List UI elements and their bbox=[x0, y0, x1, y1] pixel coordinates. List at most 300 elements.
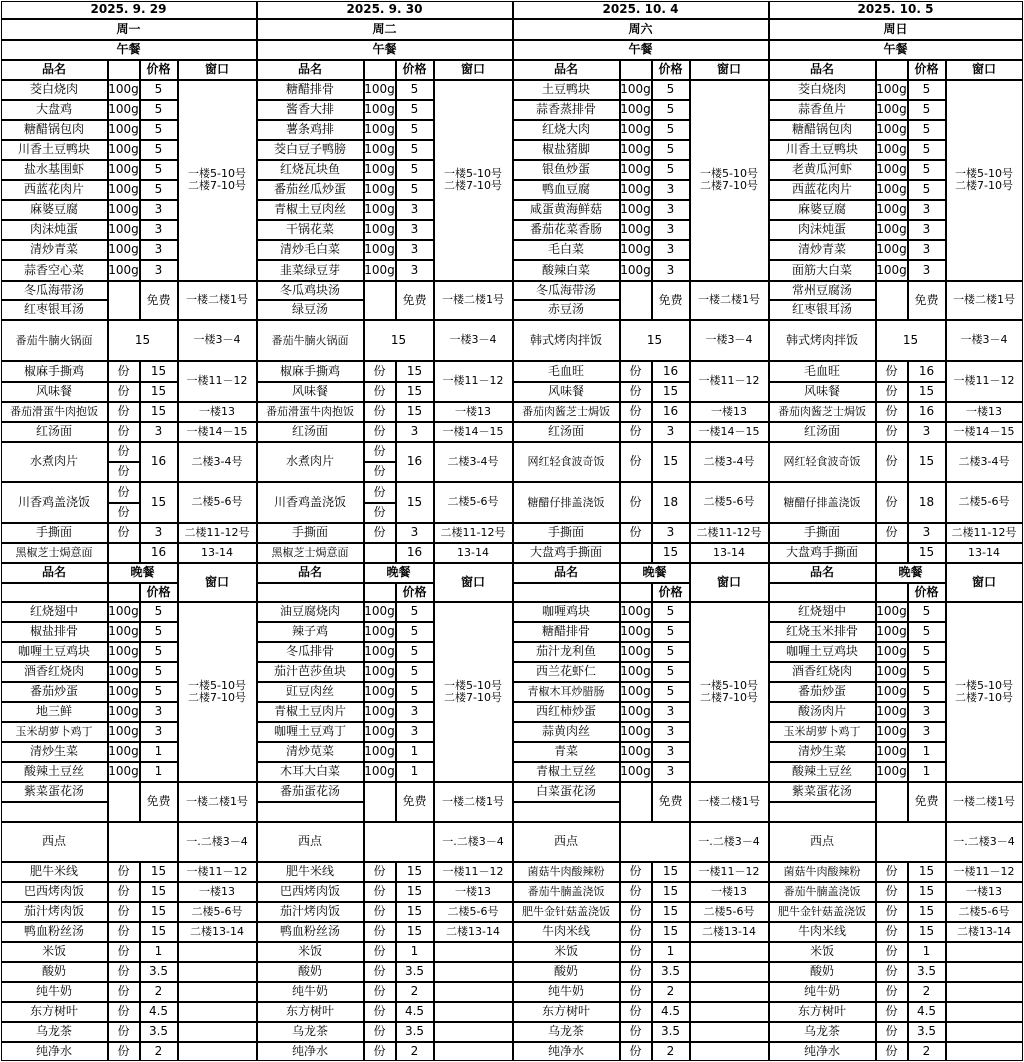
column-header-window: 窗口 bbox=[690, 563, 769, 602]
dish-price: 5 bbox=[908, 682, 946, 702]
blank-cell bbox=[257, 802, 364, 822]
dish-name: 西蓝花肉片 bbox=[769, 180, 876, 200]
dish-price: 3 bbox=[908, 220, 946, 240]
dish-unit: 100g bbox=[876, 642, 908, 662]
special-unit: 份 bbox=[364, 982, 396, 1002]
pastry-name: 西点 bbox=[513, 822, 620, 862]
special-name: 乌龙茶 bbox=[769, 1022, 876, 1042]
special-name: 纯牛奶 bbox=[513, 982, 620, 1002]
dish-unit: 100g bbox=[876, 742, 908, 762]
special-unit: 份 bbox=[108, 442, 140, 462]
dish-price: 3 bbox=[908, 240, 946, 260]
dish-name: 糖醋锅包肉 bbox=[1, 120, 108, 140]
dish-price: 3 bbox=[652, 200, 690, 220]
dish-name: 地三鲜 bbox=[1, 702, 108, 722]
dish-unit: 100g bbox=[364, 180, 396, 200]
hotpot-name: 番茄牛腩火锅面 bbox=[257, 320, 364, 361]
soup-unit bbox=[364, 782, 396, 822]
dish-name: 番茄花菜香肠 bbox=[513, 220, 620, 240]
special-price: 2 bbox=[652, 982, 690, 1002]
special-name: 手撕面 bbox=[513, 523, 620, 543]
dish-unit: 100g bbox=[364, 140, 396, 160]
special-name: 东方树叶 bbox=[1, 1002, 108, 1022]
special-unit: 份 bbox=[620, 902, 652, 922]
dish-name: 酸辣白菜 bbox=[513, 260, 620, 281]
pastry-price bbox=[364, 822, 434, 862]
meal-label-dinner: 晚餐 bbox=[108, 563, 178, 583]
dish-unit: 100g bbox=[620, 100, 652, 120]
special-name: 风味餐 bbox=[257, 382, 364, 402]
dish-price: 1 bbox=[140, 762, 178, 782]
dish-unit: 100g bbox=[620, 120, 652, 140]
dish-unit: 100g bbox=[364, 200, 396, 220]
dish-price: 3 bbox=[652, 722, 690, 742]
special-price: 15 bbox=[652, 543, 690, 563]
dish-unit: 100g bbox=[876, 140, 908, 160]
meal-label-dinner: 晚餐 bbox=[876, 563, 946, 583]
dish-unit: 100g bbox=[620, 260, 652, 281]
special-name: 手撕面 bbox=[257, 523, 364, 543]
special-window bbox=[178, 1002, 257, 1022]
special-name: 椒麻手撕鸡 bbox=[1, 361, 108, 382]
dish-price: 3 bbox=[908, 260, 946, 281]
special-unit: 份 bbox=[876, 882, 908, 902]
special-price: 4.5 bbox=[908, 1002, 946, 1022]
dish-unit: 100g bbox=[620, 80, 652, 100]
dish-unit: 100g bbox=[108, 742, 140, 762]
special-name: 纯牛奶 bbox=[1, 982, 108, 1002]
special-window: 一楼11－12 bbox=[946, 361, 1023, 402]
special-unit: 份 bbox=[364, 482, 396, 503]
special-unit: 份 bbox=[108, 882, 140, 902]
special-unit: 份 bbox=[876, 922, 908, 942]
dish-price: 3 bbox=[652, 762, 690, 782]
special-unit: 份 bbox=[108, 402, 140, 422]
special-unit: 份 bbox=[620, 442, 652, 482]
special-price: 16 bbox=[908, 361, 946, 382]
dish-price: 5 bbox=[396, 180, 434, 200]
special-name: 风味餐 bbox=[769, 382, 876, 402]
date-header: 2025. 10. 5 bbox=[769, 1, 1023, 19]
column-header-name: 品名 bbox=[769, 60, 876, 80]
dish-name: 油豆腐烧肉 bbox=[257, 602, 364, 622]
special-window bbox=[946, 1022, 1023, 1042]
special-window: 二楼13-14 bbox=[690, 922, 769, 942]
soup-unit bbox=[876, 281, 908, 320]
meal-label-dinner: 晚餐 bbox=[620, 563, 690, 583]
dish-price: 5 bbox=[140, 160, 178, 180]
special-window: 二楼5-6号 bbox=[690, 482, 769, 523]
special-window: 一楼13 bbox=[434, 402, 513, 422]
hotpot-window: 一楼3－4 bbox=[178, 320, 257, 361]
special-unit: 份 bbox=[620, 862, 652, 882]
special-unit: 份 bbox=[876, 402, 908, 422]
dish-unit: 100g bbox=[364, 742, 396, 762]
meal-label-lunch: 午餐 bbox=[769, 40, 1023, 60]
dish-name: 蒜黄肉丝 bbox=[513, 722, 620, 742]
dish-name: 蒜香空心菜 bbox=[1, 260, 108, 281]
special-unit: 份 bbox=[620, 962, 652, 982]
special-window bbox=[434, 962, 513, 982]
soup-window: 一楼二楼1号 bbox=[690, 782, 769, 822]
special-name: 大盘鸡手撕面 bbox=[769, 543, 876, 563]
special-unit: 份 bbox=[876, 523, 908, 543]
special-price: 3.5 bbox=[652, 962, 690, 982]
dish-name: 肉沫炖蛋 bbox=[769, 220, 876, 240]
hotpot-price: 15 bbox=[620, 320, 690, 361]
dish-unit: 100g bbox=[876, 80, 908, 100]
special-unit: 份 bbox=[620, 1022, 652, 1042]
dish-unit: 100g bbox=[876, 702, 908, 722]
special-price: 15 bbox=[396, 382, 434, 402]
special-name: 红汤面 bbox=[1, 422, 108, 442]
special-unit: 份 bbox=[620, 882, 652, 902]
special-name: 番茄滑蛋牛肉抱饭 bbox=[1, 402, 108, 422]
column-header-window: 窗口 bbox=[690, 60, 769, 80]
special-price: 15 bbox=[908, 922, 946, 942]
dish-price: 5 bbox=[396, 80, 434, 100]
dish-price: 5 bbox=[652, 120, 690, 140]
dish-price: 5 bbox=[652, 642, 690, 662]
dish-name: 红烧翅中 bbox=[1, 602, 108, 622]
special-unit: 份 bbox=[620, 482, 652, 523]
dish-unit: 100g bbox=[620, 702, 652, 722]
soup-unit bbox=[620, 281, 652, 320]
special-unit: 份 bbox=[364, 942, 396, 962]
meal-label-lunch: 午餐 bbox=[1, 40, 257, 60]
special-unit bbox=[620, 543, 652, 563]
column-header-unit bbox=[108, 60, 140, 80]
special-unit: 份 bbox=[620, 1002, 652, 1022]
dish-price: 3 bbox=[652, 240, 690, 260]
dish-price: 3 bbox=[652, 220, 690, 240]
special-name: 米饭 bbox=[769, 942, 876, 962]
special-price: 1 bbox=[908, 942, 946, 962]
dish-name: 酸辣土豆丝 bbox=[769, 762, 876, 782]
dish-price: 5 bbox=[140, 80, 178, 100]
dish-price: 5 bbox=[908, 100, 946, 120]
column-header-price: 价格 bbox=[652, 60, 690, 80]
dish-name: 红烧玉米排骨 bbox=[769, 622, 876, 642]
dish-name: 面筋大白菜 bbox=[769, 260, 876, 281]
soup-name: 白菜蛋花汤 bbox=[513, 782, 620, 802]
special-price: 3 bbox=[652, 523, 690, 543]
special-price: 16 bbox=[652, 361, 690, 382]
special-price: 15 bbox=[652, 882, 690, 902]
special-window bbox=[690, 982, 769, 1002]
dish-price: 5 bbox=[908, 160, 946, 180]
soup-price: 免费 bbox=[652, 281, 690, 320]
dish-name: 咖喱土豆鸡块 bbox=[1, 642, 108, 662]
column-header-price: 价格 bbox=[140, 60, 178, 80]
dish-unit: 100g bbox=[364, 160, 396, 180]
special-price: 15 bbox=[140, 402, 178, 422]
dish-name: 盐水基围虾 bbox=[1, 160, 108, 180]
dish-price: 3 bbox=[652, 180, 690, 200]
dish-price: 5 bbox=[140, 140, 178, 160]
dish-unit: 100g bbox=[876, 220, 908, 240]
soup-name: 紫菜蛋花汤 bbox=[769, 782, 876, 802]
meal-label-dinner: 晚餐 bbox=[364, 563, 434, 583]
dish-unit: 100g bbox=[620, 180, 652, 200]
special-name: 菌菇牛肉酸辣粉 bbox=[769, 862, 876, 882]
dish-price: 1 bbox=[140, 742, 178, 762]
special-unit: 份 bbox=[108, 503, 140, 523]
soup-name: 冬瓜海带汤 bbox=[513, 281, 620, 300]
dish-unit: 100g bbox=[876, 762, 908, 782]
special-unit bbox=[364, 543, 396, 563]
dish-price: 5 bbox=[140, 180, 178, 200]
special-name: 牛肉米线 bbox=[769, 922, 876, 942]
dish-unit: 100g bbox=[620, 762, 652, 782]
soup-window: 一楼二楼1号 bbox=[434, 782, 513, 822]
pastry-window: 一.二楼3－4 bbox=[434, 822, 513, 862]
dish-name: 清炒苋菜 bbox=[257, 742, 364, 762]
pastry-name: 西点 bbox=[257, 822, 364, 862]
special-name: 大盘鸡手撕面 bbox=[513, 543, 620, 563]
special-unit bbox=[876, 543, 908, 563]
dish-price: 5 bbox=[652, 622, 690, 642]
special-window: 一楼13 bbox=[178, 402, 257, 422]
special-window bbox=[946, 1042, 1023, 1061]
dish-name: 酱香大排 bbox=[257, 100, 364, 120]
soup-window: 一楼二楼1号 bbox=[946, 281, 1023, 320]
special-window: 二楼11-12号 bbox=[178, 523, 257, 543]
dish-name: 红烧大肉 bbox=[513, 120, 620, 140]
soup-price: 免费 bbox=[908, 281, 946, 320]
dish-price: 3 bbox=[396, 260, 434, 281]
dish-price: 1 bbox=[396, 742, 434, 762]
special-price: 3 bbox=[908, 523, 946, 543]
special-name: 红汤面 bbox=[769, 422, 876, 442]
special-price: 3.5 bbox=[396, 1022, 434, 1042]
special-unit: 份 bbox=[364, 902, 396, 922]
dish-name: 茭白豆子鸭膀 bbox=[257, 140, 364, 160]
dish-name: 茭白烧肉 bbox=[769, 80, 876, 100]
special-window bbox=[690, 1022, 769, 1042]
dish-name: 椒盐排骨 bbox=[1, 622, 108, 642]
soup-unit bbox=[364, 281, 396, 320]
dish-unit: 100g bbox=[620, 662, 652, 682]
weekday-header: 周六 bbox=[513, 19, 769, 40]
special-name: 米饭 bbox=[1, 942, 108, 962]
dish-name: 土豆鸭块 bbox=[513, 80, 620, 100]
column-header-unit bbox=[364, 583, 396, 602]
soup-price: 免费 bbox=[652, 782, 690, 822]
dish-unit: 100g bbox=[364, 240, 396, 260]
dish-unit: 100g bbox=[108, 220, 140, 240]
dish-unit: 100g bbox=[876, 662, 908, 682]
dish-unit: 100g bbox=[620, 722, 652, 742]
hotpot-price: 15 bbox=[876, 320, 946, 361]
special-unit: 份 bbox=[620, 1042, 652, 1061]
pastry-name: 西点 bbox=[769, 822, 876, 862]
dish-unit: 100g bbox=[364, 260, 396, 281]
special-window: 一楼13 bbox=[178, 882, 257, 902]
special-window: 二楼5-6号 bbox=[178, 482, 257, 523]
dish-unit: 100g bbox=[620, 140, 652, 160]
special-unit: 份 bbox=[364, 523, 396, 543]
special-window: 13-14 bbox=[178, 543, 257, 563]
special-window: 二楼3-4号 bbox=[690, 442, 769, 482]
special-price: 2 bbox=[908, 1042, 946, 1061]
date-header: 2025. 10. 4 bbox=[513, 1, 769, 19]
dish-unit: 100g bbox=[620, 240, 652, 260]
special-unit: 份 bbox=[364, 922, 396, 942]
column-header-name: 品名 bbox=[1, 563, 108, 583]
special-window: 二楼5-6号 bbox=[434, 482, 513, 523]
pastry-window: 一.二楼3－4 bbox=[178, 822, 257, 862]
special-price: 2 bbox=[396, 982, 434, 1002]
special-window: 一楼13 bbox=[434, 882, 513, 902]
special-price: 1 bbox=[652, 942, 690, 962]
special-price: 15 bbox=[908, 442, 946, 482]
special-window: 一楼14－15 bbox=[690, 422, 769, 442]
special-unit: 份 bbox=[108, 382, 140, 402]
dish-name: 木耳大白菜 bbox=[257, 762, 364, 782]
column-header-window: 窗口 bbox=[178, 60, 257, 80]
dish-name: 薯条鸡排 bbox=[257, 120, 364, 140]
dish-unit: 100g bbox=[108, 240, 140, 260]
special-price: 15 bbox=[652, 922, 690, 942]
special-window: 一楼11－12 bbox=[946, 862, 1023, 882]
special-unit: 份 bbox=[108, 422, 140, 442]
dish-price: 3 bbox=[396, 220, 434, 240]
special-window: 13-14 bbox=[434, 543, 513, 563]
dish-price: 5 bbox=[396, 120, 434, 140]
dish-price: 3 bbox=[140, 200, 178, 220]
column-header-name: 品名 bbox=[257, 60, 364, 80]
special-price: 15 bbox=[908, 882, 946, 902]
special-name: 番茄滑蛋牛肉抱饭 bbox=[257, 402, 364, 422]
special-unit: 份 bbox=[108, 902, 140, 922]
meal-label-lunch: 午餐 bbox=[257, 40, 513, 60]
dish-unit: 100g bbox=[364, 702, 396, 722]
dish-name: 青椒木耳炒腊肠 bbox=[513, 682, 620, 702]
soup-name: 赤豆汤 bbox=[513, 300, 620, 320]
soup-price: 免费 bbox=[396, 281, 434, 320]
dish-unit: 100g bbox=[364, 220, 396, 240]
dish-name: 清炒毛白菜 bbox=[257, 240, 364, 260]
dish-price: 5 bbox=[140, 120, 178, 140]
soup-unit bbox=[108, 782, 140, 822]
hotpot-window: 一楼3－4 bbox=[690, 320, 769, 361]
special-unit: 份 bbox=[364, 1002, 396, 1022]
special-name: 纯牛奶 bbox=[769, 982, 876, 1002]
special-name: 糖醋仔排盖浇饭 bbox=[769, 482, 876, 523]
special-window bbox=[178, 942, 257, 962]
dish-name: 老黄瓜河虾 bbox=[769, 160, 876, 180]
dish-name: 清炒青菜 bbox=[1, 240, 108, 260]
special-unit: 份 bbox=[876, 442, 908, 482]
special-window bbox=[178, 962, 257, 982]
special-name: 茄汁烤肉饭 bbox=[257, 902, 364, 922]
special-window: 一楼11－12 bbox=[434, 361, 513, 402]
special-window: 一楼13 bbox=[946, 882, 1023, 902]
dish-unit: 100g bbox=[108, 622, 140, 642]
special-price: 15 bbox=[908, 543, 946, 563]
special-price: 15 bbox=[396, 902, 434, 922]
blank-cell bbox=[769, 583, 876, 602]
special-name: 乌龙茶 bbox=[513, 1022, 620, 1042]
dish-price: 3 bbox=[140, 702, 178, 722]
special-name: 网红轻食波奇饭 bbox=[769, 442, 876, 482]
pastry-name: 西点 bbox=[1, 822, 108, 862]
special-price: 15 bbox=[140, 882, 178, 902]
special-unit: 份 bbox=[108, 462, 140, 482]
special-price: 3 bbox=[396, 523, 434, 543]
special-name: 手撕面 bbox=[1, 523, 108, 543]
special-name: 鸭血粉丝汤 bbox=[257, 922, 364, 942]
hotpot-name: 韩式烤肉拌饭 bbox=[769, 320, 876, 361]
dish-price: 3 bbox=[652, 260, 690, 281]
dish-unit: 100g bbox=[108, 762, 140, 782]
special-name: 糖醋仔排盖浇饭 bbox=[513, 482, 620, 523]
meal-label-lunch: 午餐 bbox=[513, 40, 769, 60]
pastry-window: 一.二楼3－4 bbox=[690, 822, 769, 862]
special-price: 16 bbox=[908, 402, 946, 422]
special-window bbox=[434, 982, 513, 1002]
dish-name: 糖醋排骨 bbox=[257, 80, 364, 100]
dish-price: 5 bbox=[908, 120, 946, 140]
dish-name: 西红柿炒蛋 bbox=[513, 702, 620, 722]
special-unit: 份 bbox=[364, 962, 396, 982]
special-unit: 份 bbox=[620, 422, 652, 442]
special-unit: 份 bbox=[620, 523, 652, 543]
special-window bbox=[946, 982, 1023, 1002]
soup-window: 一楼二楼1号 bbox=[178, 281, 257, 320]
dish-price: 5 bbox=[396, 682, 434, 702]
special-unit: 份 bbox=[364, 1042, 396, 1061]
dish-price: 5 bbox=[908, 140, 946, 160]
special-window bbox=[690, 1002, 769, 1022]
dish-window: 一楼5-10号 二楼7-10号 bbox=[178, 602, 257, 782]
dish-unit: 100g bbox=[364, 622, 396, 642]
special-price: 16 bbox=[652, 402, 690, 422]
dish-unit: 100g bbox=[876, 240, 908, 260]
special-unit: 份 bbox=[620, 382, 652, 402]
special-name: 东方树叶 bbox=[257, 1002, 364, 1022]
weekday-header: 周一 bbox=[1, 19, 257, 40]
dish-price: 5 bbox=[652, 100, 690, 120]
dish-name: 玉米胡萝卜鸡丁 bbox=[1, 722, 108, 742]
dish-price: 3 bbox=[908, 702, 946, 722]
special-price: 15 bbox=[140, 382, 178, 402]
column-header-price: 价格 bbox=[908, 60, 946, 80]
special-unit: 份 bbox=[620, 361, 652, 382]
dish-price: 3 bbox=[140, 260, 178, 281]
dish-unit: 100g bbox=[876, 602, 908, 622]
dish-price: 5 bbox=[396, 662, 434, 682]
dish-name: 酸辣土豆丝 bbox=[1, 762, 108, 782]
special-price: 3.5 bbox=[140, 1022, 178, 1042]
special-unit: 份 bbox=[876, 942, 908, 962]
dish-name: 糖醋锅包肉 bbox=[769, 120, 876, 140]
dish-unit: 100g bbox=[876, 200, 908, 220]
dish-name: 清炒青菜 bbox=[769, 240, 876, 260]
dish-name: 蒜香蒸排骨 bbox=[513, 100, 620, 120]
column-header-name: 品名 bbox=[257, 563, 364, 583]
blank-cell bbox=[1, 583, 108, 602]
dish-price: 3 bbox=[396, 200, 434, 220]
soup-price: 免费 bbox=[140, 281, 178, 320]
dish-name: 蒜香鱼片 bbox=[769, 100, 876, 120]
pastry-price bbox=[876, 822, 946, 862]
special-window: 二楼13-14 bbox=[946, 922, 1023, 942]
special-unit: 份 bbox=[876, 982, 908, 1002]
dish-name: 大盘鸡 bbox=[1, 100, 108, 120]
special-price: 18 bbox=[908, 482, 946, 523]
